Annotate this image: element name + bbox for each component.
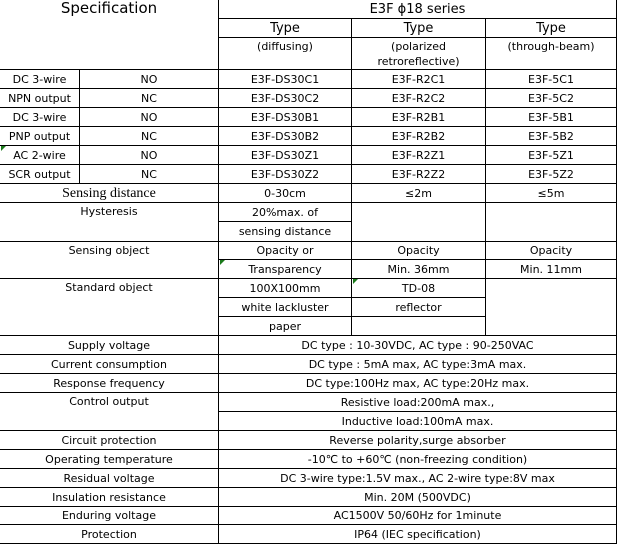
spec-label: Operating temperature — [0, 449, 219, 469]
model-diffusing: E3F-DS30Z1 — [218, 145, 352, 165]
spec-label: Circuit protection — [0, 430, 219, 450]
sensing-object-diffusing-line1: Opacity or — [218, 241, 352, 260]
model-row-output: AC 2-wire — [0, 145, 80, 165]
control-output-line2: Inductive load:100mA max. — [218, 411, 617, 431]
model-diffusing: E3F-DS30B2 — [218, 126, 352, 146]
spec-label: Residual voltage — [0, 468, 219, 488]
hysteresis-label: Hysteresis — [0, 202, 219, 242]
standard-object-retro-line3 — [351, 316, 486, 336]
model-retro: E3F-R2Z1 — [351, 145, 486, 165]
standard-object-label: Standard object — [0, 278, 219, 336]
spec-value: -10℃ to +60℃ (non-freezing condition) — [218, 449, 617, 469]
model-through: E3F-5C2 — [485, 88, 617, 108]
model-through: E3F-5C1 — [485, 69, 617, 89]
model-diffusing: E3F-DS30B1 — [218, 107, 352, 127]
sensing-distance-label: Sensing distance — [0, 183, 219, 203]
model-through: E3F-5Z1 — [485, 145, 617, 165]
standard-object-diffusing-line2: white lackluster — [218, 297, 352, 317]
model-row-contact: NO — [79, 107, 219, 127]
model-row-output: DC 3-wire — [0, 107, 80, 127]
specification-header: Specification — [0, 0, 219, 70]
model-retro: E3F-R2B1 — [351, 107, 486, 127]
spec-value: Reverse polarity,surge absorber — [218, 430, 617, 450]
hysteresis-diffusing-line1: 20%max. of — [218, 202, 352, 222]
type-header-retro: Type — [351, 18, 486, 38]
model-retro: E3F-R2C1 — [351, 69, 486, 89]
spec-label: Current consumption — [0, 354, 219, 374]
spec-value: DC type:100Hz max, AC type:20Hz max. — [218, 373, 617, 393]
sensing-distance-diffusing: 0-30cm — [218, 183, 352, 203]
model-row-contact: NC — [79, 164, 219, 184]
hysteresis-retro — [351, 202, 486, 242]
model-row-output: SCR output — [0, 164, 80, 184]
model-row-contact: NO — [79, 145, 219, 165]
model-retro: E3F-R2Z2 — [351, 164, 486, 184]
spec-value: AC1500V 50/60Hz for 1minute — [218, 506, 617, 525]
spec-label: Enduring voltage — [0, 506, 219, 525]
type-subtitle-retro: (polarized retroreflective) — [351, 37, 486, 70]
model-row-output: DC 3-wire — [0, 69, 80, 89]
standard-object-through — [485, 278, 617, 336]
spec-label: Protection — [0, 524, 219, 544]
spec-value: DC 3-wire type:1.5V max., AC 2-wire type:8V max — [218, 468, 617, 488]
spec-value: IP64 (IEC specification) — [218, 524, 617, 544]
model-row-contact: NC — [79, 126, 219, 146]
hysteresis-through — [485, 202, 617, 242]
control-output-line1: Resistive load:200mA max., — [218, 392, 617, 412]
model-diffusing: E3F-DS30C1 — [218, 69, 352, 89]
sensing-object-retro-line2: Min. 36mm — [351, 259, 486, 279]
model-through: E3F-5B1 — [485, 107, 617, 127]
sensing-object-label: Sensing object — [0, 241, 219, 279]
spec-value: Min. 20M (500VDC) — [218, 487, 617, 507]
model-row-contact: NC — [79, 88, 219, 108]
cell-marker-icon — [353, 279, 358, 284]
model-retro: E3F-R2C2 — [351, 88, 486, 108]
control-output-label: Control output — [0, 392, 219, 431]
sensing-object-diffusing-line2: Transparency — [218, 259, 352, 279]
series-title: E3F ϕ18 series — [218, 0, 617, 19]
spec-label: Insulation resistance — [0, 487, 219, 507]
type-header-diffusing: Type — [218, 18, 352, 38]
model-through: E3F-5Z2 — [485, 164, 617, 184]
sensing-object-through-line2: Min. 11mm — [485, 259, 617, 279]
type-subtitle-diffusing: (diffusing) — [218, 37, 352, 70]
hysteresis-diffusing-line2: sensing distance — [218, 221, 352, 242]
standard-object-retro-line2: reflector — [351, 297, 486, 317]
spec-label: Response frequency — [0, 373, 219, 393]
model-row-output: PNP output — [0, 126, 80, 146]
type-header-through: Type — [485, 18, 617, 38]
model-through: E3F-5B2 — [485, 126, 617, 146]
standard-object-diffusing-line3: paper — [218, 316, 352, 336]
model-row-contact: NO — [79, 69, 219, 89]
spec-value: DC type : 10-30VDC, AC type : 90-250VAC — [218, 335, 617, 355]
sensing-object-retro-line1: Opacity — [351, 241, 486, 260]
model-row-output: NPN output — [0, 88, 80, 108]
model-retro: E3F-R2B2 — [351, 126, 486, 146]
model-diffusing: E3F-DS30C2 — [218, 88, 352, 108]
spec-value: DC type : 5mA max, AC type:3mA max. — [218, 354, 617, 374]
sensing-distance-retro: ≤2m — [351, 183, 486, 203]
spec-label: Supply voltage — [0, 335, 219, 355]
standard-object-diffusing-line1: 100X100mm — [218, 278, 352, 298]
sensing-object-through-line1: Opacity — [485, 241, 617, 260]
standard-object-retro-line1: TD-08 — [351, 278, 486, 298]
model-diffusing: E3F-DS30Z2 — [218, 164, 352, 184]
sensing-distance-through: ≤5m — [485, 183, 617, 203]
cell-marker-icon — [1, 146, 6, 151]
cell-marker-icon — [220, 260, 225, 265]
type-subtitle-through: (through-beam) — [485, 37, 617, 70]
